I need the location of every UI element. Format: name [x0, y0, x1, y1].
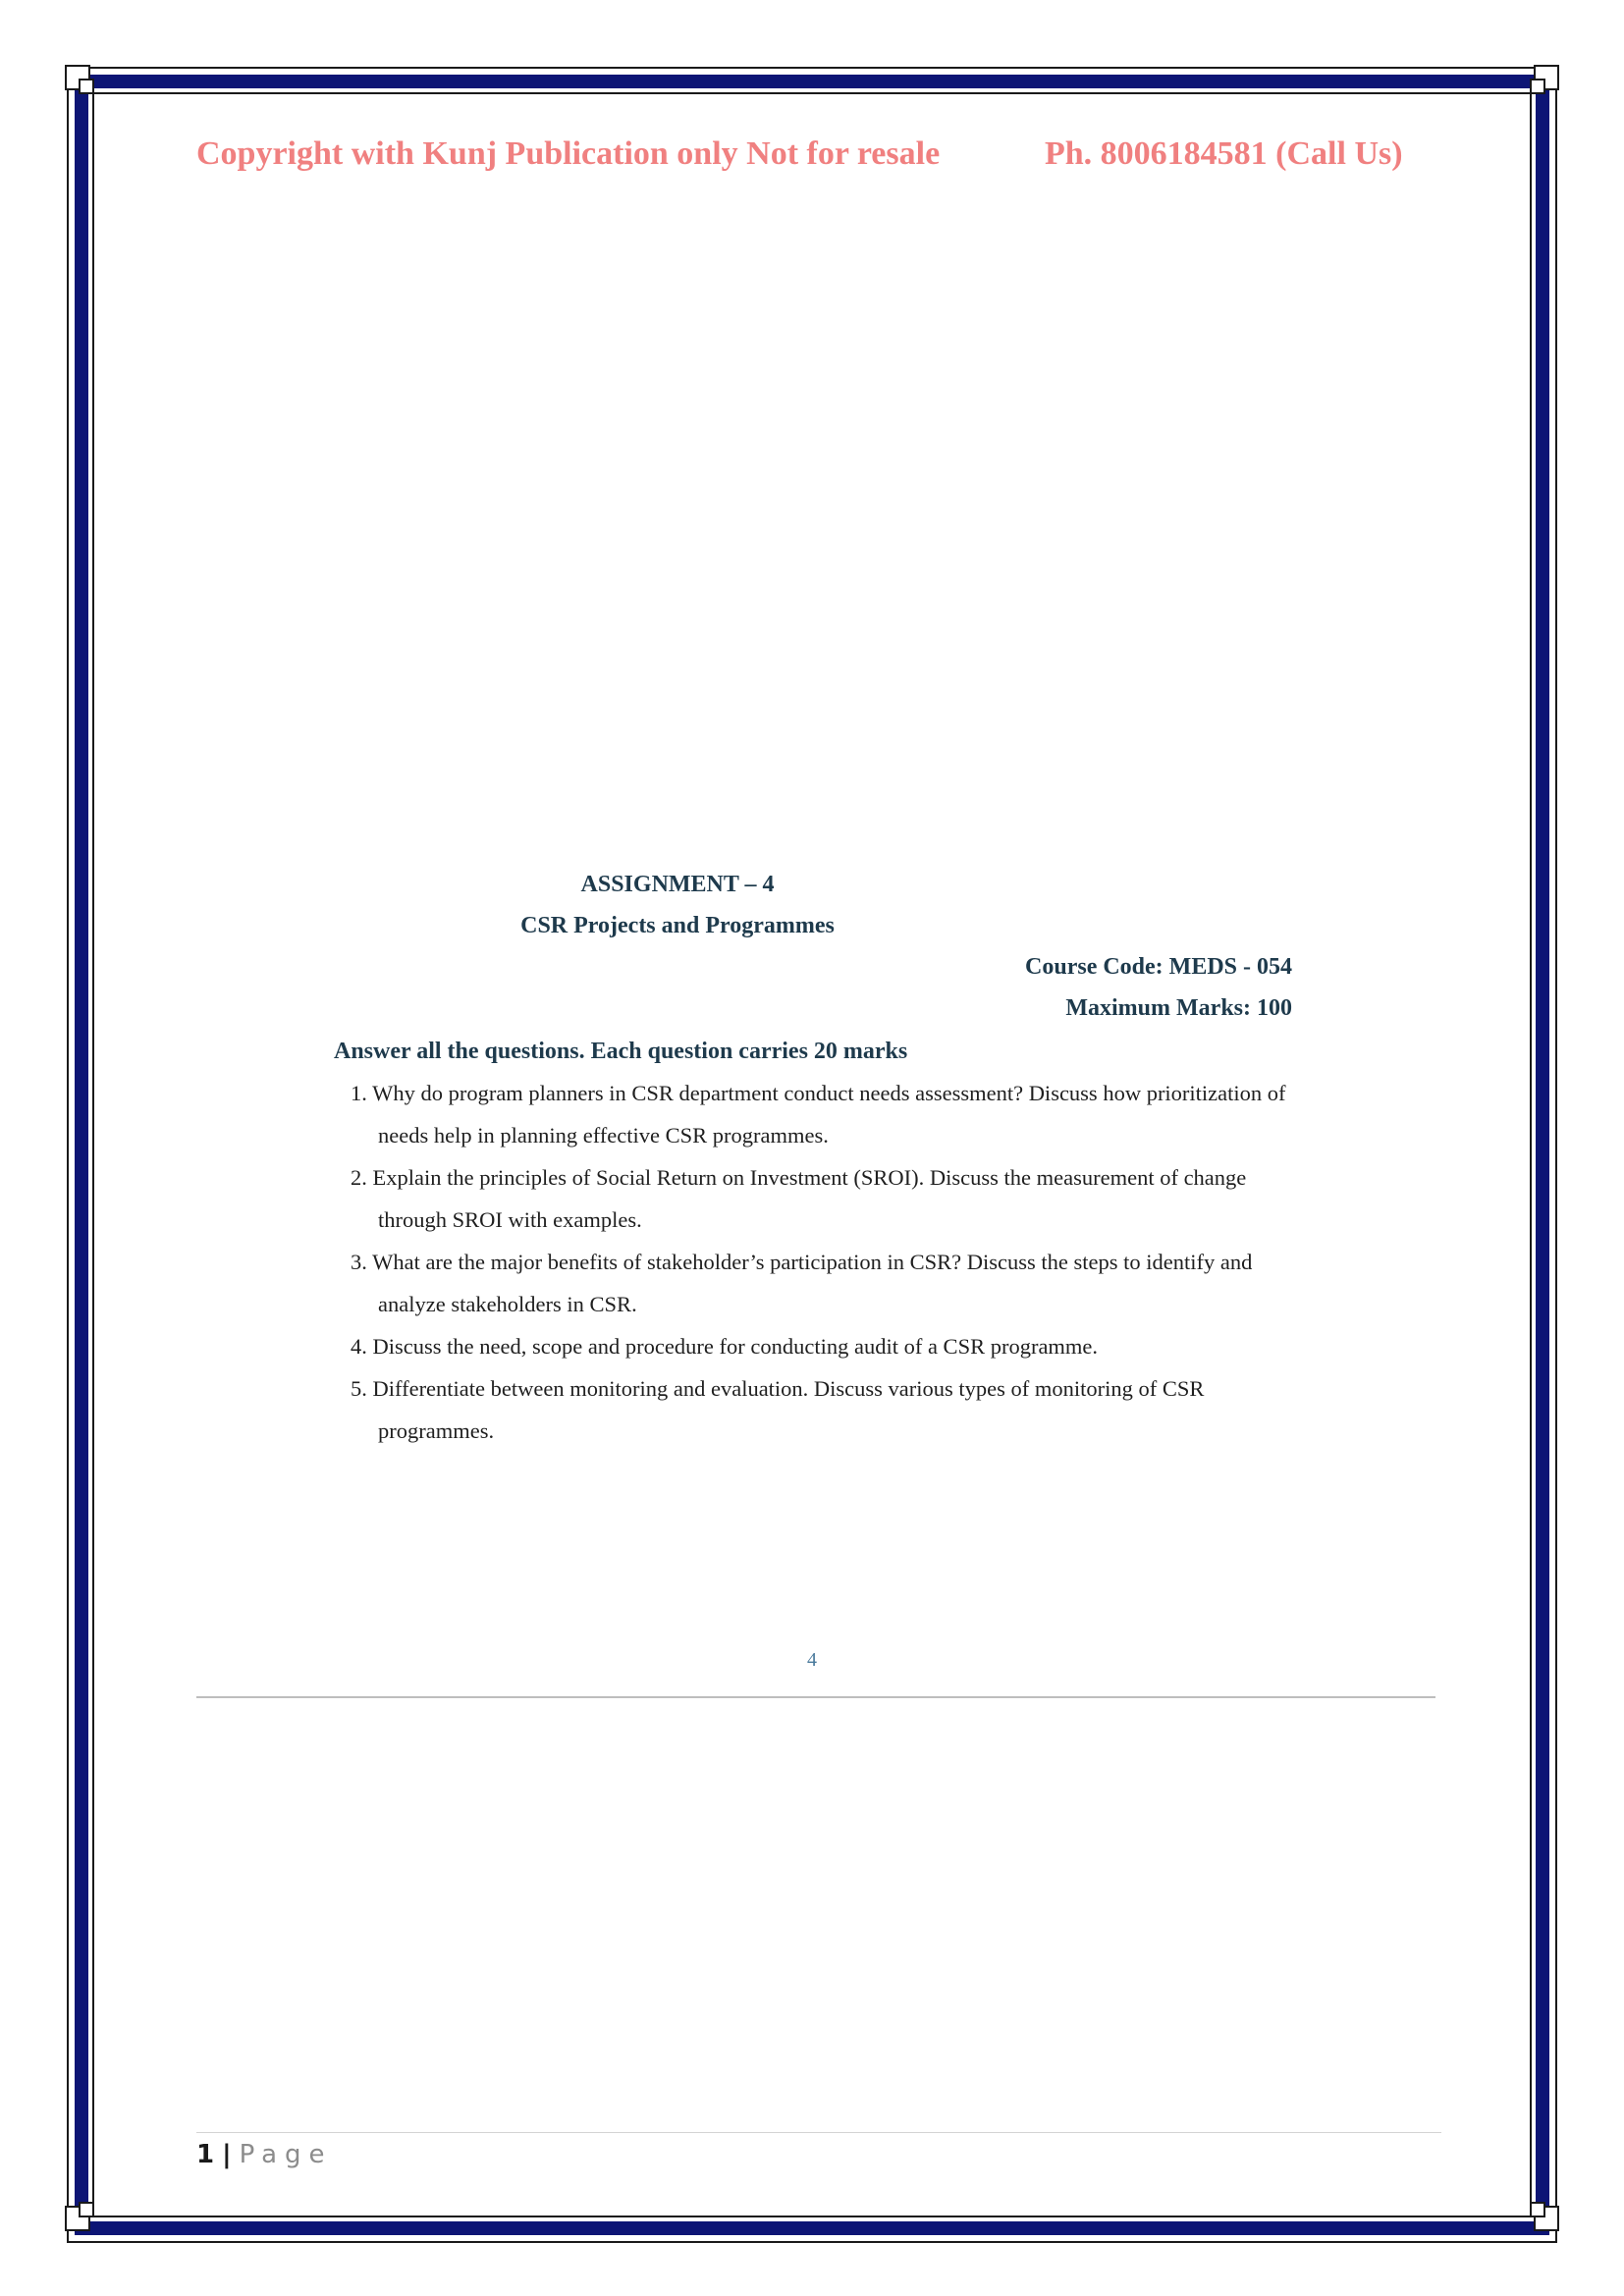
footer-page-label: Page: [239, 2140, 333, 2169]
footer-divider: [196, 2132, 1441, 2133]
instruction-text: Answer all the questions. Each question carries 20 marks: [334, 1039, 908, 1064]
question-list: [334, 1072, 1296, 1452]
border-corner-ornament: [1520, 65, 1559, 104]
page-footer: [196, 2140, 333, 2169]
question-item: 4. Discuss the need, scope and procedure for conducting audit of a CSR programme.: [351, 1334, 1099, 1359]
copyright-header: [196, 135, 1434, 173]
footer-page-number: 1: [196, 2140, 215, 2169]
course-code: Course Code: MEDS - 054: [1025, 954, 1292, 980]
footer-separator: |: [222, 2140, 232, 2169]
border-corner-ornament: [65, 65, 104, 104]
question-item: 1. Why do program planners in CSR department conduct needs assessment? Discuss how prioritization of needs help in planning effective CSR programmes.: [351, 1081, 1286, 1148]
assignment-title: ASSIGNMENT – 4: [580, 872, 775, 897]
maximum-marks: Maximum Marks: 100: [1065, 995, 1292, 1021]
question-item: 2. Explain the principles of Social Return on Investment (SROI). Discuss the measurement of change through SROI with examples.: [351, 1165, 1247, 1232]
question-item: 5. Differentiate between monitoring and evaluation. Discuss various types of monitoring of CSR programmes.: [351, 1376, 1205, 1443]
phone-number: Ph. 8006184581 (Call Us): [1045, 135, 1403, 172]
question-item: 3. What are the major benefits of stakeholder’s participation in CSR? Discuss the steps to identify and analyze stakeholders in CSR.: [351, 1250, 1253, 1316]
horizontal-divider: [196, 1696, 1435, 1698]
inner-page-number: 4: [807, 1649, 817, 1671]
border-corner-ornament: [65, 2192, 104, 2231]
assignment-content: [334, 864, 1296, 1452]
assignment-subtitle: CSR Projects and Programmes: [520, 913, 835, 938]
copyright-text: Copyright with Kunj Publication only Not for resale: [196, 135, 941, 172]
border-corner-ornament: [1520, 2192, 1559, 2231]
